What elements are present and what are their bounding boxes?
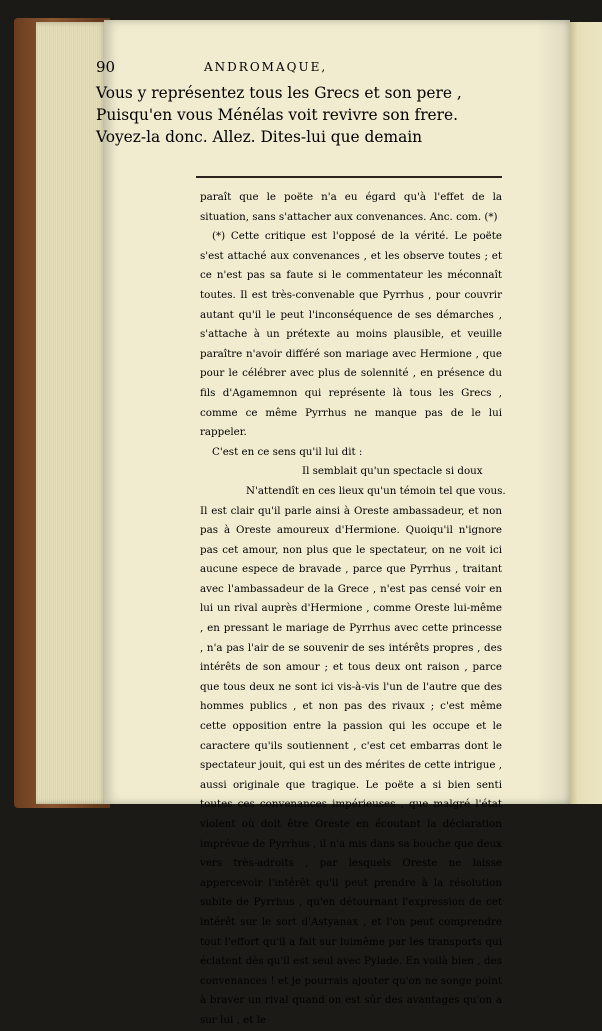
page-header — [96, 58, 460, 78]
commentary-block — [200, 188, 506, 1031]
commentary-paragraph: C'est en ce sens qu'il lui dit : — [212, 445, 363, 458]
commentary-paragraph: Il est clair qu'il parle ainsi à Oreste ambassadeur, et non pas à Oreste amoureux d'Hermione. Quoiqu'il n'ignore pas cet amour, non plus que le spectateur, on ne voit ici aucune espece de bravade , parce que Pyrrhus , traitant avec l'ambassadeur de la Grece , n'est pas censé voir en lui un rival auprès d'Hermione , comme Oreste lui-même , en pressant le mariage de Pyrrhus avec cette princesse , n'a pas l'air de se souvenir de ses intérêts propres , des intérêts de son amour ; et tous deux ont raison , parce que tous deux ne sont ici vis-à-vis l'un de l'autre que des hommes publics , et non pas des rivaux ; c'est même cette opposition entre la passion qui les occupe et le caractere qu'ils soutiennent , c'est cet embarras dont le spectateur jouit, qui est un des mérites de cette intrigue , aussi originale que tragique. Le poëte a si bien senti toutes ces convenances impérieuses , que malgré l'état violent où doit être Oreste en écoutant la déclaration imprévue de Pyrrhus , il n'a mis dans sa bouche que deux vers très-adroits , par lesquels Oreste ne laisse appercevoir l'intérêt qu'il peut prendre à la résolution subite de Pyrrhus , qu'en détournant l'expression de cet intérêt sur le sort d'Astyanax , et l'on peut comprendre tout l'effort qu'il a fait sur luimême par les transports qui éclatent dès qu'il est seul avec Pylade. En voilà bien , des convenances ! et je pourrais ajouter qu'on ne songe point à braver un rival quand on est sûr des avantages qu'on a sur lui , et le — [200, 504, 502, 1026]
commentary-paragraph: paraît que le poëte n'a eu égard qu'à l'effet de la situation, sans s'attacher aux convenances. Anc. com. (*) — [200, 191, 502, 223]
quoted-verse: Il semblait qu'un spectacle si doux — [302, 465, 483, 478]
running-title: ANDROMAQUE, — [204, 60, 328, 74]
verse-line: Voyez-la donc. Allez. Dites-lui que demain — [96, 128, 423, 146]
page-gutter-shadow — [536, 20, 570, 804]
section-rule — [196, 176, 502, 178]
verse-block — [96, 82, 466, 148]
verse-line: Vous y représentez tous les Grecs et son pere , — [96, 84, 462, 102]
footnote-paragraph: (*) Cette critique est l'opposé de la vérité. Le poëte s'est attaché aux convenances , et les observe toutes ; et ce n'est pas sa faute si le commentateur les méconnaît toutes. Il est très-convenable que Pyrrhus , pour couvrir autant qu'il le peut l'inconséquence de ses démarches , s'attache à un prétexte au moins plausible, et veuille paraître n'avoir différé son mariage avec Hermione , que pour le célébrer avec plus de solennité , en présence du fils d'Agamemnon qui représente là tous les Grecs , comme ce même Pyrrhus ne manque pas de le lui rappeler. — [200, 230, 502, 439]
verse-line: Puisqu'en vous Ménélas voit revivre son frere. — [96, 106, 459, 124]
page-number: 90 — [96, 58, 116, 76]
quoted-verse: N'attendît en ces lieux qu'un témoin tel que vous. — [246, 484, 506, 497]
facing-page-edge — [568, 22, 602, 804]
